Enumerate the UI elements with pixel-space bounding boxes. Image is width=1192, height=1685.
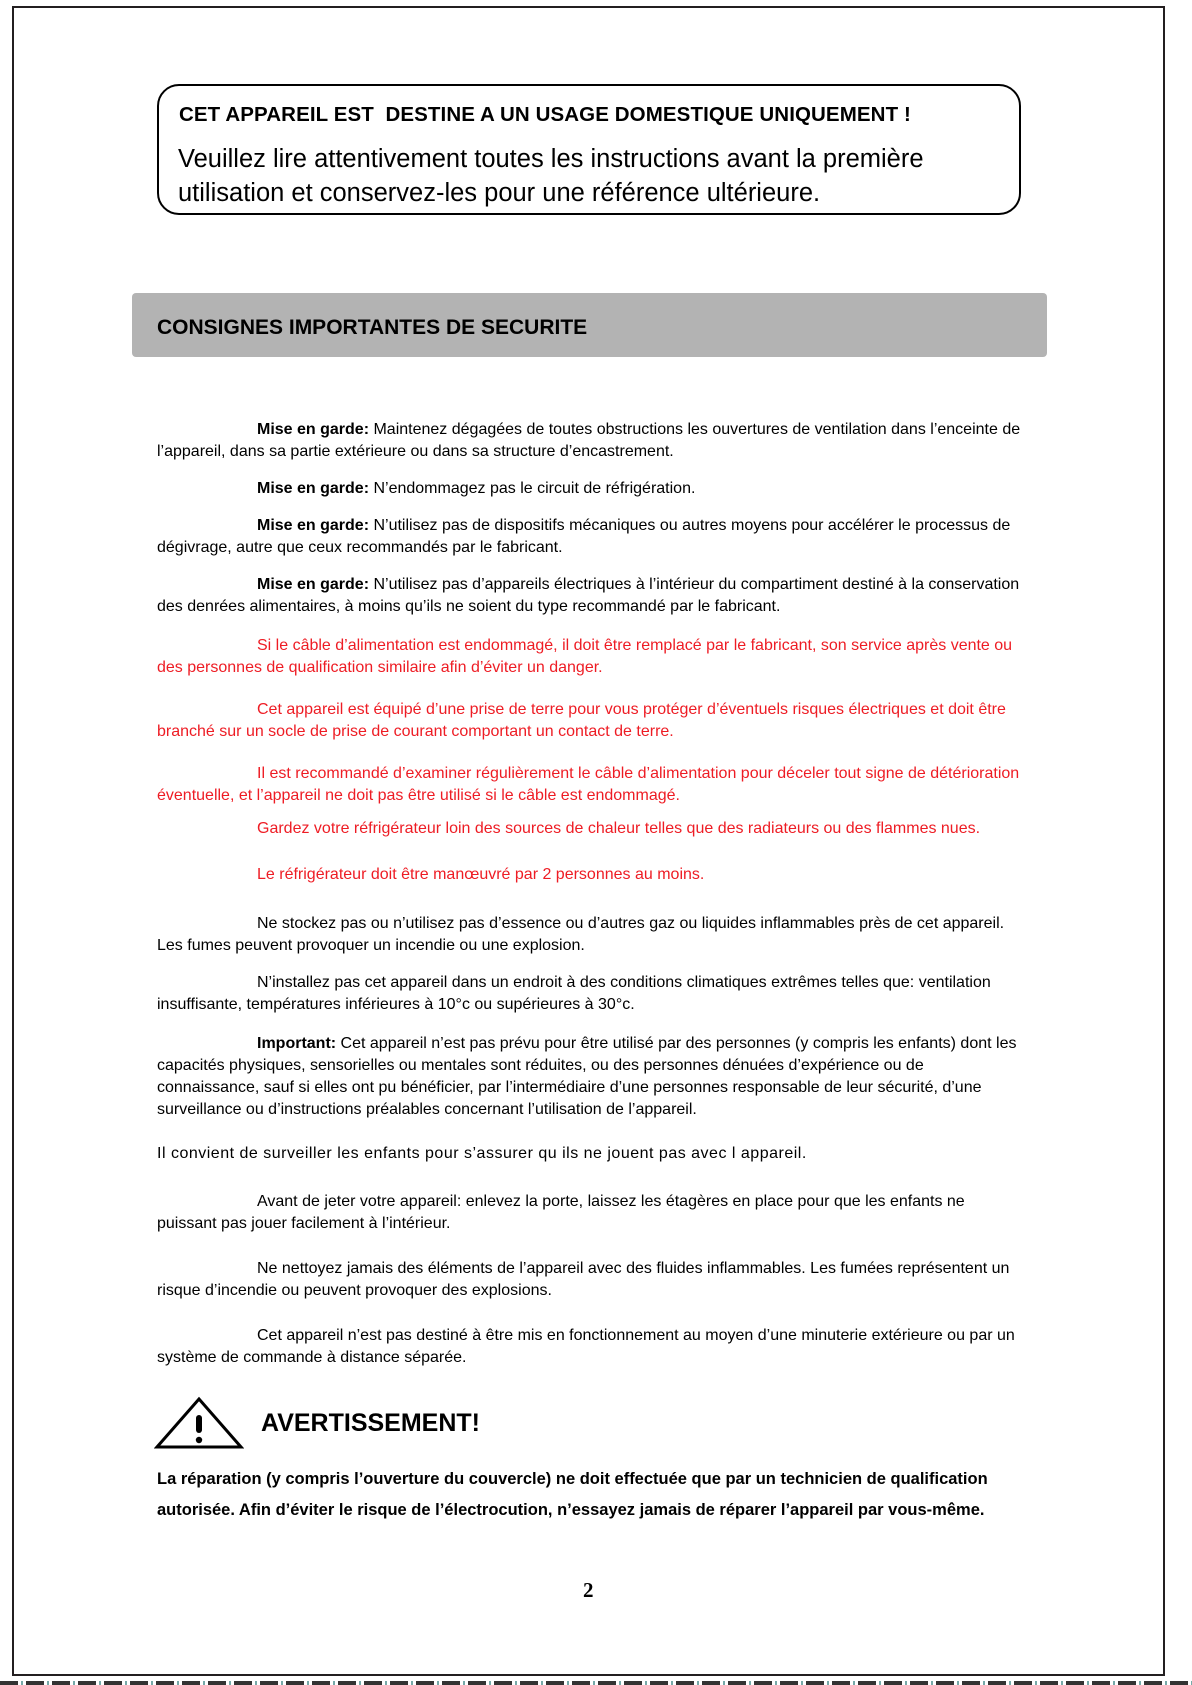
safety-paragraph-red: [157, 818, 1027, 840]
safety-paragraph: [157, 1033, 1027, 1121]
paragraph-lead: Mise en garde:: [257, 576, 370, 593]
section-title: CONSIGNES IMPORTANTES DE SECURITE: [157, 316, 588, 339]
warning-triangle-icon: [154, 1396, 244, 1450]
safety-paragraph: [157, 1191, 1027, 1235]
paragraph-text: Il convient de surveiller les enfants pour s’assurer qu ils ne jouent pas avec l appareil.: [157, 1145, 807, 1162]
safety-paragraph: [157, 478, 1027, 500]
paragraph-text: N’utilisez pas d’appareils électriques à l’intérieur du compartiment destiné à la conservation des denrées alimentaires, à moins qu’ils ne soient du type recommandé par le fabricant.: [157, 576, 1020, 615]
warning-text: La réparation (y compris l’ouverture du couvercle) ne doit effectuée que par un technicien de qualification autorisée. Afin d’éviter le risque de l’électrocution, n’essayez jamais de réparer l’appareil par vous-même.: [157, 1470, 988, 1519]
notice-title: CET APPAREIL EST DESTINE A UN USAGE DOMESTIQUE UNIQUEMENT !: [179, 103, 911, 126]
paragraph-lead: Important:: [257, 1035, 337, 1052]
paragraph-text: N’installez pas cet appareil dans un endroit à des conditions climatiques extrêmes telles que: ventilation insuffisante, températures inférieures à 10°c ou supérieures à 30°c.: [157, 974, 991, 1013]
paragraph-lead: Mise en garde:: [257, 517, 370, 534]
safety-paragraph-red: [157, 864, 1027, 886]
paragraph-text: Cet appareil n’est pas destiné à être mis en fonctionnement au moyen d’une minuterie extérieure ou par un système de commande à distance séparée.: [157, 1327, 1015, 1366]
safety-paragraph: [157, 515, 1027, 559]
paragraph-text: Cet appareil n’est pas prévu pour être utilisé par des personnes (y compris les enfants) dont les capacités physiques, sensorielles ou mentales sont réduites, ou des personnes dénuées d’expérience ou de connaissance, sauf si elles ont pu bénéficier, par l’intermédiaire d’une personnes responsable de leur sécurité, d’une surveillance ou d’instructions préalables concernant l’utilisation de l’appareil.: [157, 1035, 1017, 1118]
safety-paragraph: [157, 913, 1027, 957]
paragraph-text: Ne nettoyez jamais des éléments de l’appareil avec des fluides inflammables. Les fumées représentent un risque d’incendie ou peuvent provoquer des explosions.: [157, 1260, 1010, 1299]
safety-paragraph: [157, 1143, 1027, 1165]
safety-paragraph: [157, 574, 1027, 618]
paragraph-text: Le réfrigérateur doit être manœuvré par 2 personnes au moins.: [257, 866, 705, 883]
warning-title: AVERTISSEMENT!: [261, 1409, 480, 1437]
safety-paragraph: [157, 1258, 1027, 1302]
paragraph-lead: Mise en garde:: [257, 480, 370, 497]
scan-edge-strip: [0, 1681, 1192, 1685]
paragraph-text: Gardez votre réfrigérateur loin des sources de chaleur telles que des radiateurs ou des flammes nues.: [257, 820, 981, 837]
safety-paragraph: [157, 972, 1027, 1016]
paragraph-text: Il est recommandé d’examiner régulièrement le câble d’alimentation pour déceler tout signe de détérioration éventuelle, et l’appareil ne doit pas être utilisé si le câble est endommagé.: [157, 765, 1020, 804]
safety-paragraph-red: [157, 763, 1027, 807]
safety-paragraph: [157, 1325, 1027, 1369]
paragraph-text: Avant de jeter votre appareil: enlevez la porte, laissez les étagères en place pour que les enfants ne puissant pas jouer facilement à l’intérieur.: [157, 1193, 965, 1232]
safety-paragraph: [157, 419, 1027, 463]
notice-text: Veuillez lire attentivement toutes les instructions avant la première utilisation et conservez-les pour une référence ultérieure.: [178, 145, 924, 207]
paragraph-text: N’utilisez pas de dispositifs mécaniques ou autres moyens pour accélérer le processus de dégivrage, autre que ceux recommandés par le fabricant.: [157, 517, 1011, 556]
safety-paragraph-red: [157, 699, 1027, 743]
paragraph-text: N’endommagez pas le circuit de réfrigération.: [369, 480, 696, 497]
paragraph-text: Si le câble d’alimentation est endommagé, il doit être remplacé par le fabricant, son service après vente ou des personnes de qualification similaire afin d’éviter un danger.: [157, 637, 1013, 676]
paragraph-text: Maintenez dégagées de toutes obstructions les ouvertures de ventilation dans l’enceinte de l’appareil, dans sa partie extérieure ou dans sa structure d’encastrement.: [157, 421, 1021, 460]
safety-paragraph-red: [157, 635, 1027, 679]
page-number: 2: [583, 1578, 594, 1602]
paragraph-lead: Mise en garde:: [257, 421, 370, 438]
paragraph-text: Ne stockez pas ou n’utilisez pas d’essence ou d’autres gaz ou liquides inflammables près de cet appareil. Les fumes peuvent provoquer un incendie ou une explosion.: [157, 915, 1005, 954]
paragraph-text: Cet appareil est équipé d’une prise de terre pour vous protéger d’éventuels risques électriques et doit être branché sur un socle de prise de courant comportant un contact de terre.: [157, 701, 1006, 740]
